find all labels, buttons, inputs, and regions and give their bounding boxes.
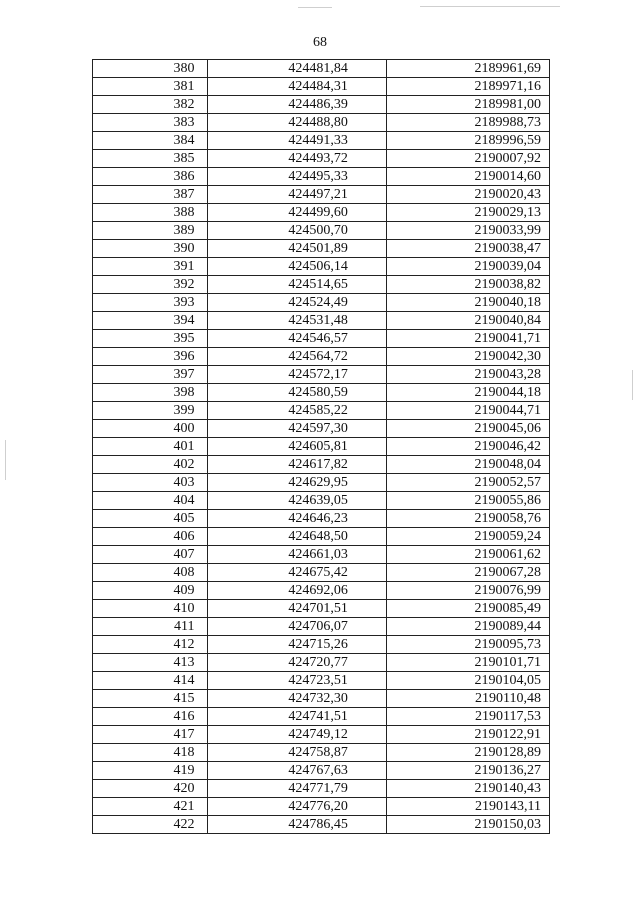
point-number-cell: 421 [93,798,208,816]
y-coordinate-cell: 2189971,16 [386,78,549,96]
x-coordinate-cell: 424776,20 [207,798,386,816]
x-coordinate-cell: 424732,30 [207,690,386,708]
x-coordinate-cell: 424767,63 [207,762,386,780]
y-coordinate-cell: 2190122,91 [386,726,549,744]
table-row [93,474,550,492]
x-coordinate-cell: 424617,82 [207,456,386,474]
table-row [93,636,550,654]
x-coordinate-cell: 424546,57 [207,330,386,348]
table-row [93,690,550,708]
point-number-cell: 420 [93,780,208,798]
point-number-cell: 408 [93,564,208,582]
y-coordinate-cell: 2190052,57 [386,474,549,492]
table-row [93,528,550,546]
table-row [93,78,550,96]
x-coordinate-cell: 424495,33 [207,168,386,186]
point-number-cell: 413 [93,654,208,672]
point-number-cell: 422 [93,816,208,834]
point-number-cell: 384 [93,132,208,150]
table-row [93,294,550,312]
table-row [93,348,550,366]
y-coordinate-cell: 2190143,11 [386,798,549,816]
point-number-cell: 411 [93,618,208,636]
y-coordinate-cell: 2190061,62 [386,546,549,564]
table-row [93,330,550,348]
x-coordinate-cell: 424675,42 [207,564,386,582]
y-coordinate-cell: 2190040,84 [386,312,549,330]
point-number-cell: 410 [93,600,208,618]
table-row [93,114,550,132]
x-coordinate-cell: 424564,72 [207,348,386,366]
y-coordinate-cell: 2190044,71 [386,402,549,420]
y-coordinate-cell: 2190067,28 [386,564,549,582]
point-number-cell: 401 [93,438,208,456]
x-coordinate-cell: 424749,12 [207,726,386,744]
y-coordinate-cell: 2190117,53 [386,708,549,726]
point-number-cell: 399 [93,402,208,420]
table-row [93,186,550,204]
y-coordinate-cell: 2190038,82 [386,276,549,294]
point-number-cell: 404 [93,492,208,510]
y-coordinate-cell: 2190085,49 [386,600,549,618]
x-coordinate-cell: 424720,77 [207,654,386,672]
x-coordinate-cell: 424629,95 [207,474,386,492]
x-coordinate-cell: 424499,60 [207,204,386,222]
y-coordinate-cell: 2190059,24 [386,528,549,546]
scan-artifact-top-right [420,6,560,7]
table-row [93,762,550,780]
table-row [93,132,550,150]
table-row [93,654,550,672]
y-coordinate-cell: 2190039,04 [386,258,549,276]
y-coordinate-cell: 2190045,06 [386,420,549,438]
point-number-cell: 394 [93,312,208,330]
x-coordinate-cell: 424723,51 [207,672,386,690]
point-number-cell: 414 [93,672,208,690]
point-number-cell: 397 [93,366,208,384]
y-coordinate-cell: 2189981,00 [386,96,549,114]
x-coordinate-cell: 424648,50 [207,528,386,546]
table-row [93,726,550,744]
point-number-cell: 406 [93,528,208,546]
table-row [93,204,550,222]
table-row [93,276,550,294]
coordinates-table [92,59,550,834]
point-number-cell: 412 [93,636,208,654]
point-number-cell: 396 [93,348,208,366]
x-coordinate-cell: 424639,05 [207,492,386,510]
x-coordinate-cell: 424597,30 [207,420,386,438]
table-row [93,168,550,186]
table-row [93,780,550,798]
table-row [93,258,550,276]
point-number-cell: 385 [93,150,208,168]
point-number-cell: 395 [93,330,208,348]
x-coordinate-cell: 424506,14 [207,258,386,276]
table-row [93,618,550,636]
point-number-cell: 402 [93,456,208,474]
point-number-cell: 382 [93,96,208,114]
x-coordinate-cell: 424661,03 [207,546,386,564]
y-coordinate-cell: 2189996,59 [386,132,549,150]
y-coordinate-cell: 2190029,13 [386,204,549,222]
y-coordinate-cell: 2190136,27 [386,762,549,780]
table-row [93,582,550,600]
x-coordinate-cell: 424491,33 [207,132,386,150]
y-coordinate-cell: 2190044,18 [386,384,549,402]
y-coordinate-cell: 2190104,05 [386,672,549,690]
table-row [93,816,550,834]
point-number-cell: 407 [93,546,208,564]
table-row [93,60,550,78]
x-coordinate-cell: 424701,51 [207,600,386,618]
table-row [93,222,550,240]
point-number-cell: 398 [93,384,208,402]
y-coordinate-cell: 2190058,76 [386,510,549,528]
coordinates-table-body [93,60,550,834]
x-coordinate-cell: 424706,07 [207,618,386,636]
table-row [93,420,550,438]
x-coordinate-cell: 424501,89 [207,240,386,258]
x-coordinate-cell: 424484,31 [207,78,386,96]
point-number-cell: 403 [93,474,208,492]
y-coordinate-cell: 2190128,89 [386,744,549,762]
point-number-cell: 389 [93,222,208,240]
table-row [93,384,550,402]
table-row [93,510,550,528]
point-number-cell: 400 [93,420,208,438]
x-coordinate-cell: 424692,06 [207,582,386,600]
x-coordinate-cell: 424605,81 [207,438,386,456]
point-number-cell: 417 [93,726,208,744]
y-coordinate-cell: 2190055,86 [386,492,549,510]
y-coordinate-cell: 2190043,28 [386,366,549,384]
x-coordinate-cell: 424580,59 [207,384,386,402]
point-number-cell: 416 [93,708,208,726]
page-number: 68 [313,35,327,50]
y-coordinate-cell: 2190150,03 [386,816,549,834]
y-coordinate-cell: 2190110,48 [386,690,549,708]
point-number-cell: 386 [93,168,208,186]
point-number-cell: 391 [93,258,208,276]
table-row [93,312,550,330]
table-row [93,366,550,384]
y-coordinate-cell: 2189988,73 [386,114,549,132]
y-coordinate-cell: 2190033,99 [386,222,549,240]
point-number-cell: 409 [93,582,208,600]
x-coordinate-cell: 424531,48 [207,312,386,330]
x-coordinate-cell: 424481,84 [207,60,386,78]
x-coordinate-cell: 424524,49 [207,294,386,312]
y-coordinate-cell: 2190020,43 [386,186,549,204]
point-number-cell: 388 [93,204,208,222]
y-coordinate-cell: 2190095,73 [386,636,549,654]
table-row [93,438,550,456]
table-row [93,492,550,510]
y-coordinate-cell: 2190140,43 [386,780,549,798]
table-row [93,708,550,726]
x-coordinate-cell: 424771,79 [207,780,386,798]
y-coordinate-cell: 2190042,30 [386,348,549,366]
table-row [93,96,550,114]
x-coordinate-cell: 424572,17 [207,366,386,384]
y-coordinate-cell: 2190076,99 [386,582,549,600]
x-coordinate-cell: 424715,26 [207,636,386,654]
point-number-cell: 380 [93,60,208,78]
table-row [93,456,550,474]
point-number-cell: 381 [93,78,208,96]
table-row [93,672,550,690]
y-coordinate-cell: 2190046,42 [386,438,549,456]
point-number-cell: 390 [93,240,208,258]
table-row [93,150,550,168]
x-coordinate-cell: 424758,87 [207,744,386,762]
point-number-cell: 393 [93,294,208,312]
x-coordinate-cell: 424514,65 [207,276,386,294]
table-row [93,600,550,618]
x-coordinate-cell: 424646,23 [207,510,386,528]
y-coordinate-cell: 2190101,71 [386,654,549,672]
point-number-cell: 392 [93,276,208,294]
table-row [93,546,550,564]
x-coordinate-cell: 424497,21 [207,186,386,204]
table-row [93,240,550,258]
table-row [93,798,550,816]
x-coordinate-cell: 424488,80 [207,114,386,132]
x-coordinate-cell: 424585,22 [207,402,386,420]
table-row [93,564,550,582]
scan-artifact-right-edge [632,370,633,400]
y-coordinate-cell: 2190007,92 [386,150,549,168]
x-coordinate-cell: 424493,72 [207,150,386,168]
y-coordinate-cell: 2190048,04 [386,456,549,474]
point-number-cell: 383 [93,114,208,132]
y-coordinate-cell: 2190040,18 [386,294,549,312]
point-number-cell: 418 [93,744,208,762]
x-coordinate-cell: 424741,51 [207,708,386,726]
y-coordinate-cell: 2190089,44 [386,618,549,636]
scan-artifact-left-edge [5,440,6,480]
x-coordinate-cell: 424500,70 [207,222,386,240]
y-coordinate-cell: 2190038,47 [386,240,549,258]
x-coordinate-cell: 424786,45 [207,816,386,834]
point-number-cell: 415 [93,690,208,708]
point-number-cell: 405 [93,510,208,528]
scan-artifact-top [298,7,332,8]
point-number-cell: 387 [93,186,208,204]
table-row [93,402,550,420]
point-number-cell: 419 [93,762,208,780]
table-row [93,744,550,762]
y-coordinate-cell: 2190041,71 [386,330,549,348]
x-coordinate-cell: 424486,39 [207,96,386,114]
y-coordinate-cell: 2189961,69 [386,60,549,78]
y-coordinate-cell: 2190014,60 [386,168,549,186]
